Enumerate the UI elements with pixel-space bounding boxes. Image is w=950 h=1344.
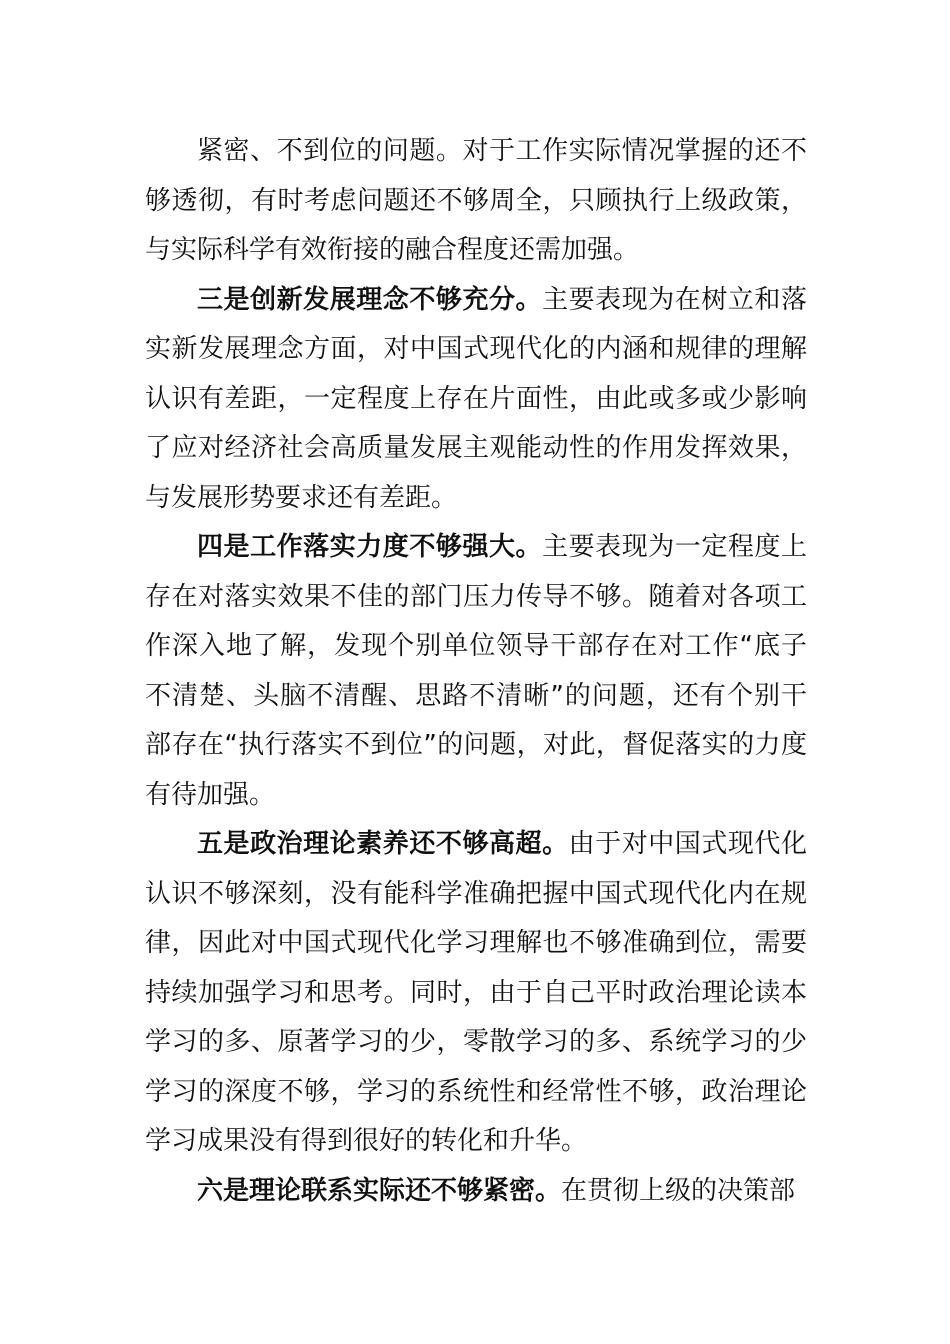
document-body bbox=[145, 127, 807, 1216]
paragraph-heading: 三是创新发展理念不够充分。 bbox=[197, 284, 543, 315]
paragraph-practice bbox=[145, 1167, 807, 1217]
paragraph-implementation bbox=[145, 523, 807, 820]
paragraph-heading: 五是政治理论素养还不够高超。 bbox=[197, 829, 569, 859]
paragraph-text: 在贯彻上级的决策部 bbox=[561, 1175, 796, 1206]
paragraph-continuation bbox=[145, 127, 807, 276]
paragraph-heading: 四是工作落实力度不够强大。 bbox=[197, 532, 543, 562]
paragraph-text: 由于对中国式现代化认识不够深刻，没有能科学准确把握中国式现代化内在规律，因此对中国式现代化学习理解也不够准确到位，需要持续加强学习和思考。同时，由于自己平时政治理论读本学习的多、原著学习的少，零散学习的多、系统学习的少学习的深度不够，学习的系统性和经常性不够，政治理论学习成果没有得到很好的转化和升华。 bbox=[145, 829, 807, 1156]
paragraph-text: 主要表现为一定程度上存在对落实效果不佳的部门压力传导不够。随着对各项工作深入地了解，发现个别单位领导干部存在对工作“底子不清楚、头脑不清醒、思路不清晰”的问题，还有个别干部存在“执行落实不到位”的问题，对此，督促落实的力度有待加强。 bbox=[145, 532, 807, 810]
paragraph-theory bbox=[145, 820, 807, 1167]
paragraph-heading: 六是理论联系实际还不够紧密。 bbox=[197, 1175, 562, 1206]
paragraph-innovation bbox=[145, 276, 807, 524]
paragraph-text: 紧密、不到位的问题。对于工作实际情况掌握的还不够透彻，有时考虑问题还不够周全，只顾执行上级政策，与实际科学有效衔接的融合程度还需加强。 bbox=[145, 136, 807, 265]
paragraph-text: 主要表现为在树立和落实新发展理念方面，对中国式现代化的内涵和规律的理解认识有差距，一定程度上存在片面性，由此或多或少影响了应对经济社会高质量发展主观能动性的作用发挥效果，与发展形势要求还有差距。 bbox=[145, 284, 807, 513]
